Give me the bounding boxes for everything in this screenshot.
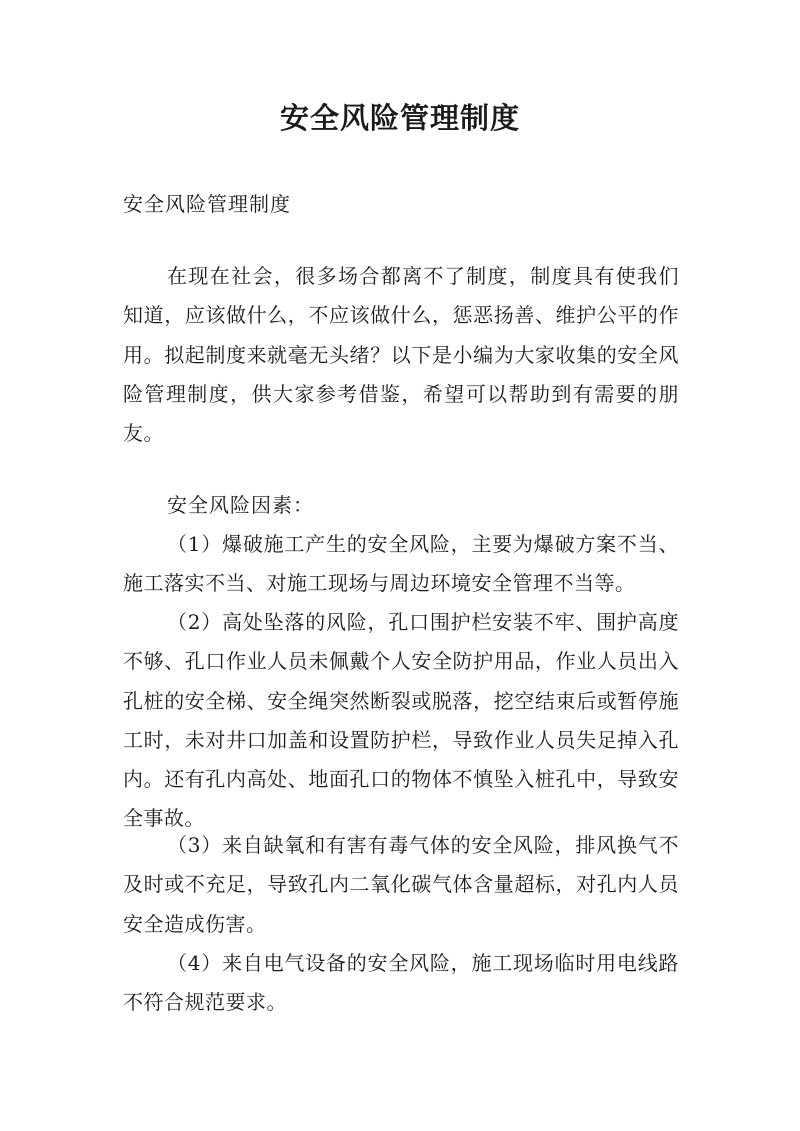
document-title: 安全风险管理制度 bbox=[279, 101, 520, 135]
intro-paragraph: 在现在社会，很多场合都离不了制度，制度具有使我们知道，应该做什么，不应该做什么，惩恶扬善、维护公平的作用。拟起制度来就毫无头绪？以下是小编为大家收集的安全风险管理制度，供大家参考借鉴，希望可以帮助到有需要的朋友。 bbox=[123, 264, 679, 446]
risk-factor-item-3: （3）来自缺氧和有害有毒气体的安全风险，排风换气不及时或不充足，导致孔内二氧化碳气体含量超标，对孔内人员安全造成伤害。 bbox=[123, 833, 679, 936]
document-subtitle: 安全风险管理制度 bbox=[123, 192, 291, 216]
risk-factor-item-1: （1）爆破施工产生的安全风险，主要为爆破方案不当、施工落实不当、对施工现场与周边环境安全管理不当等。 bbox=[123, 532, 679, 596]
risk-factor-item-2: （2）高处坠落的风险，孔口围护栏安装不牢、围护高度不够、孔口作业人员未佩戴个人安全防护用品，作业人员出入孔桩的安全梯、安全绳突然断裂或脱落，挖空结束后或暂停施工时，未对井口加盖和设置防护栏，导致作业人员失足掉入孔内。还有孔内高处、地面孔口的物体不慎坠入桩孔中，导致安全事故。 bbox=[123, 610, 679, 831]
risk-factors-heading: 安全风险因素： bbox=[167, 493, 314, 517]
risk-factor-item-4: （4）来自电气设备的安全风险，施工现场临时用电线路不符合规范要求。 bbox=[123, 951, 679, 1015]
